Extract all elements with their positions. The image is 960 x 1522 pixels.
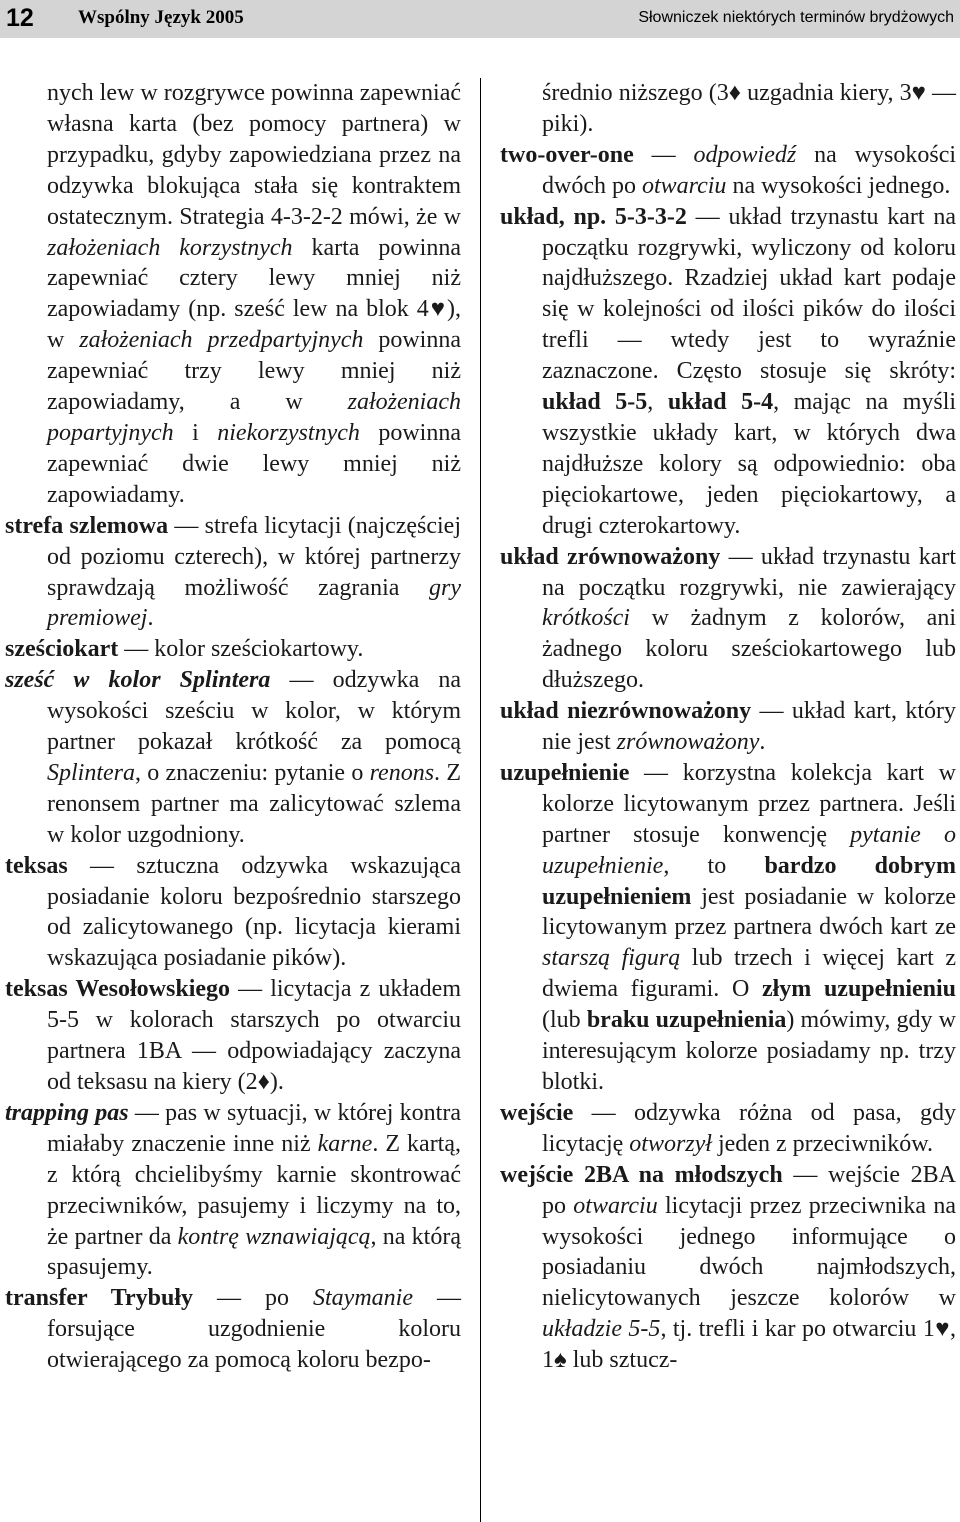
entry-text: — układ trzynastu kart na początku rozgrywki, wyliczony od koloru najdłuższego. Rzadziej układ kart podaje się w kolejności od ilości pików do ilości trefli — wtedy jest to wyraźnie zaznaczone. Często stosuje się skróty: xyxy=(542,203,956,385)
entry-text: — kolor sześciokartowy. xyxy=(118,636,364,663)
entry-term: uzupełnienie xyxy=(500,759,630,786)
entry-text: zrównoważony xyxy=(616,729,760,756)
entry-text: otwarciu xyxy=(641,172,727,199)
entry-text: , to xyxy=(663,852,765,879)
entry-text: niekorzystnych xyxy=(217,419,360,446)
entry-text: założeniach przedpartyjnych xyxy=(79,327,364,354)
entry-text: , o znaczeniu: pytanie o xyxy=(135,759,370,786)
glossary-entry xyxy=(500,696,956,758)
entry-text: jeden z przeciwników. xyxy=(711,1130,933,1157)
entry-text: lub trzech i więcej kart z dwiema figurami. O xyxy=(542,945,957,1003)
entry-text: kontrę wznawiającą xyxy=(177,1223,371,1250)
entry-text: karta powinna zapewniać cztery lewy mniej niż zapowiadamy (np. sześć lew na blok 4♥), w xyxy=(47,234,461,354)
entry-text: — forsujące uzgodnienie koloru otwierającego za pomocą koloru bezpo- xyxy=(47,1285,461,1374)
left-column xyxy=(5,78,461,1376)
entry-text: , na którą spasujemy. xyxy=(47,1223,461,1281)
entry-text: powinna zapewniać dwie lewy mniej niż zapowiadamy. xyxy=(47,419,461,508)
entry-text: powinna zapewniać trzy lewy mniej niż zapowiadamy, a w xyxy=(47,327,461,416)
entry-term: układ, np. 5-3-3-2 xyxy=(500,203,687,230)
entry-text: , tj. trefli i kar po otwarciu 1♥, 1♠ lub sztucz- xyxy=(542,1316,956,1374)
entry-text: , xyxy=(647,389,668,416)
entry-text: — xyxy=(633,141,694,168)
entry-term: strefa szlemowa xyxy=(5,512,169,539)
entry-text: założeniach popartyjnych xyxy=(47,389,461,446)
entry-text: pytanie o uzupełnienie xyxy=(542,821,956,879)
entry-text: Splintera xyxy=(47,759,135,786)
glossary-entry xyxy=(5,851,461,975)
entry-term: teksas xyxy=(5,852,68,879)
entry-text: — po xyxy=(193,1285,314,1312)
entry-term: teksas Wesołowskiego xyxy=(5,976,231,1003)
entry-text: jest posiadanie w kolorze licytowanym przez partnera dwóch kart ze xyxy=(542,883,956,941)
entry-term: układ niezrównoważony xyxy=(500,698,752,725)
entry-text: i xyxy=(173,419,218,446)
entry-term: układ zrównoważony xyxy=(500,543,721,570)
entry-text: w żadnym z kolorów, ani żadnego koloru sześciokartowego lub dłuższego. xyxy=(542,605,956,694)
glossary-entry xyxy=(500,140,956,202)
entry-text: — korzystna kolekcja kart w kolorze licytowanym przez partnera. Jeśli partner stosuje konwencję xyxy=(542,759,956,848)
entry-text: — wejście 2BA po xyxy=(542,1161,956,1219)
entry-term: wejście xyxy=(500,1099,574,1126)
glossary-entry xyxy=(500,542,956,697)
entry-term: złym uzupełnieniu xyxy=(761,976,956,1003)
entry-text: układzie 5-5 xyxy=(542,1316,661,1343)
entry-text: nych lew w rozgrywce powinna zapewniać własna karta (bez pomocy partnera) w przypadku, gdyby zapowiedziana przez na odzywka blokująca stała się kontraktem ostatecznym. Strategia 4-3-2-2 mówi, że w xyxy=(47,80,461,230)
entry-text: — licytacja z układem 5-5 w kolorach starszych po otwarciu partnera 1BA — odpowiadający zaczyna od teksasu na kiery (2♦). xyxy=(47,976,461,1095)
entry-text: (lub xyxy=(542,1007,587,1034)
entry-text: na wysokości jednego. xyxy=(726,172,951,199)
entry-term: bardzo dobrym uzupełnieniem xyxy=(542,852,957,910)
glossary-entry xyxy=(500,1160,956,1376)
entry-term: trapping pas xyxy=(5,1099,129,1126)
entry-term: braku uzupełnienia xyxy=(586,1007,787,1034)
entry-text: . xyxy=(759,729,766,756)
page-header xyxy=(0,0,960,38)
entry-text: odpowiedź xyxy=(693,141,797,168)
entry-text: — układ trzynastu kart na początku rozgrywki, nie zawierający xyxy=(542,543,957,601)
glossary-entry xyxy=(5,665,461,850)
continued-text xyxy=(500,78,956,140)
entry-text: ) mówimy, gdy w interesującym kolorze posiadamy np. trzy blotki. xyxy=(542,1007,956,1095)
entry-term: sześć w kolor Splintera xyxy=(5,667,271,694)
entry-text: na wysokości dwóch po xyxy=(542,141,957,199)
continued-text xyxy=(5,78,461,511)
entry-term: wejście 2BA na młodszych xyxy=(500,1161,783,1188)
entry-text: założeniach korzystnych xyxy=(47,234,293,261)
glossary-entry xyxy=(5,634,461,665)
entry-text: średnio niższego (3♦ uzgadnia kiery, 3♥ — piki). xyxy=(542,80,956,137)
entry-text: karne xyxy=(317,1130,373,1157)
entry-text: renons xyxy=(369,759,435,786)
entry-text: — sztuczna odzywka wskazująca posiadanie koloru bezpośrednio starszego od zalicytowanego (np. licytacja kierami wskazująca posiadanie pików). xyxy=(47,852,461,972)
entry-text: — pas w sytuacji, w której kontra miałaby znaczenie inne niż xyxy=(47,1099,461,1157)
glossary-entry xyxy=(5,1098,461,1283)
entry-text: . Z renonsem partner ma zalicytować szlema w kolor uzgodniony. xyxy=(47,759,461,848)
glossary-entry xyxy=(500,1098,956,1160)
publication-title: Wspólny Język 2005 xyxy=(78,7,244,28)
entry-text: — odzywka na wysokości sześciu w kolor, w którym partner pokazał krótkość za pomocą xyxy=(47,667,462,756)
glossary-entry xyxy=(500,758,956,1098)
section-title: Słowniczek niektórych terminów brydżowych xyxy=(638,9,954,26)
entry-text: — strefa licytacji (najczęściej od poziomu czterech), w której partnerzy sprawdzają możliwość zagrania xyxy=(47,512,462,601)
entry-text: — odzywka różna od pasa, gdy licytację xyxy=(542,1099,956,1157)
entry-text: otwarciu xyxy=(573,1192,658,1219)
entry-text: — układ kart, który nie jest xyxy=(542,698,957,756)
column-divider xyxy=(480,78,481,1522)
entry-text: licytacji przez przeciwnika na wysokości jednego informujące o posiadaniu dwóch najmłodszych, nielicytowanych jeszcze kolorów w xyxy=(542,1192,957,1312)
glossary-entry xyxy=(5,974,461,1098)
entry-term: sześciokart xyxy=(5,636,119,663)
entry-text: . Z kartą, z którą chcielibyśmy karnie skontrować przeciwników, pasujemy i liczymy na to, że partner da xyxy=(47,1130,461,1250)
entry-text: otworzył xyxy=(629,1130,712,1157)
entry-text: . xyxy=(147,605,154,632)
entry-term: two-over-one xyxy=(500,141,634,168)
right-column xyxy=(500,78,956,1376)
entry-term: układ 5-5 xyxy=(542,389,648,416)
glossary-entry xyxy=(5,1283,461,1376)
entry-text: starszą figurą xyxy=(542,945,681,972)
glossary-entry xyxy=(5,511,461,635)
entry-text: krótkości xyxy=(542,605,630,632)
page-number: 12 xyxy=(6,4,34,32)
entry-text: gry premiowej xyxy=(47,574,461,632)
entry-term: układ 5-4 xyxy=(667,389,774,416)
entry-text: , mając na myśli wszystkie układy kart, w których dwa najdłuższe kolory są odpowiednio: oba pięciokartowe, jeden pięciokartowy, a drugi czterokartowy. xyxy=(542,389,957,539)
glossary-entry xyxy=(500,202,956,542)
entry-term: transfer Trybuły xyxy=(5,1285,194,1312)
entry-text: Staymanie xyxy=(313,1285,413,1312)
